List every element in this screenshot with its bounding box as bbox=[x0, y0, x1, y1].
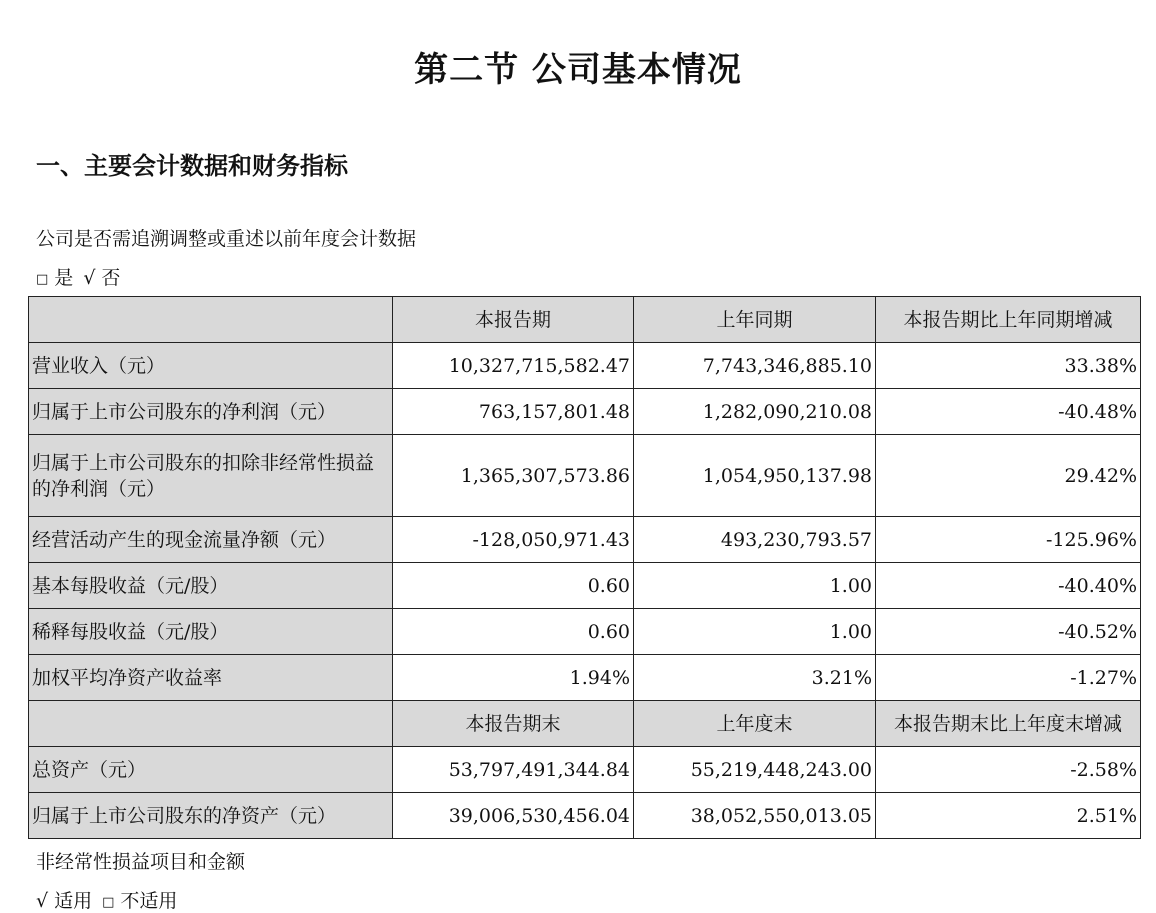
row-label: 经营活动产生的现金流量净额（元） bbox=[29, 517, 393, 563]
table-row bbox=[29, 609, 1141, 655]
prior-value: 55,219,448,243.00 bbox=[634, 747, 876, 793]
table-header-row bbox=[29, 297, 1141, 343]
prior-value: 1,054,950,137.98 bbox=[634, 435, 876, 517]
header-cell: 本报告期 bbox=[393, 297, 634, 343]
checkbox-empty-icon: □ bbox=[36, 272, 49, 287]
row-label: 归属于上市公司股东的净利润（元） bbox=[29, 389, 393, 435]
header-cell bbox=[29, 701, 393, 747]
restatement-options bbox=[36, 263, 120, 290]
current-value: 53,797,491,344.84 bbox=[393, 747, 634, 793]
header-cell bbox=[29, 297, 393, 343]
row-label: 稀释每股收益（元/股） bbox=[29, 609, 393, 655]
table-row bbox=[29, 747, 1141, 793]
change-value: 29.42% bbox=[876, 435, 1141, 517]
current-value: 1.94% bbox=[393, 655, 634, 701]
change-value: -2.58% bbox=[876, 747, 1141, 793]
section-title: 第二节 公司基本情况 bbox=[414, 50, 742, 90]
row-label: 归属于上市公司股东的净资产（元） bbox=[29, 793, 393, 839]
row-label: 总资产（元） bbox=[29, 747, 393, 793]
header-cell: 本报告期末比上年度末增减 bbox=[876, 701, 1141, 747]
prior-value: 7,743,346,885.10 bbox=[634, 343, 876, 389]
restatement-question: 公司是否需追溯调整或重述以前年度会计数据 bbox=[36, 228, 417, 250]
header-cell: 本报告期末 bbox=[393, 701, 634, 747]
header-cell: 本报告期比上年同期增减 bbox=[876, 297, 1141, 343]
applicability-options bbox=[36, 886, 177, 913]
change-value: -125.96% bbox=[876, 517, 1141, 563]
row-label: 基本每股收益（元/股） bbox=[29, 563, 393, 609]
header-cell: 上年同期 bbox=[634, 297, 876, 343]
prior-value: 1.00 bbox=[634, 563, 876, 609]
row-label: 归属于上市公司股东的扣除非经常性损益的净利润（元） bbox=[29, 435, 393, 517]
table-row bbox=[29, 517, 1141, 563]
table-row bbox=[29, 389, 1141, 435]
option-applicable: 适用 bbox=[54, 890, 93, 912]
current-value: 0.60 bbox=[393, 609, 634, 655]
header-cell: 上年度末 bbox=[634, 701, 876, 747]
checkmark-icon: √ bbox=[36, 890, 49, 912]
option-yes: 是 bbox=[54, 267, 74, 289]
change-value: 33.38% bbox=[876, 343, 1141, 389]
table-row bbox=[29, 435, 1141, 517]
row-label: 营业收入（元） bbox=[29, 343, 393, 389]
option-no: 否 bbox=[101, 267, 121, 289]
current-value: 763,157,801.48 bbox=[393, 389, 634, 435]
row-label: 加权平均净资产收益率 bbox=[29, 655, 393, 701]
checkbox-empty-icon: □ bbox=[102, 895, 115, 910]
prior-value: 3.21% bbox=[634, 655, 876, 701]
current-value: 0.60 bbox=[393, 563, 634, 609]
change-value: 2.51% bbox=[876, 793, 1141, 839]
option-not-applicable: 不适用 bbox=[120, 890, 178, 912]
current-value: 39,006,530,456.04 bbox=[393, 793, 634, 839]
table-row bbox=[29, 793, 1141, 839]
checkmark-icon: √ bbox=[83, 267, 96, 289]
table-row bbox=[29, 343, 1141, 389]
current-value: 10,327,715,582.47 bbox=[393, 343, 634, 389]
table-row bbox=[29, 563, 1141, 609]
prior-value: 38,052,550,013.05 bbox=[634, 793, 876, 839]
change-value: -40.40% bbox=[876, 563, 1141, 609]
prior-value: 1.00 bbox=[634, 609, 876, 655]
table-row bbox=[29, 655, 1141, 701]
prior-value: 493,230,793.57 bbox=[634, 517, 876, 563]
current-value: -128,050,971.43 bbox=[393, 517, 634, 563]
change-value: -1.27% bbox=[876, 655, 1141, 701]
nonrecurring-items-note: 非经常性损益项目和金额 bbox=[36, 851, 246, 873]
change-value: -40.48% bbox=[876, 389, 1141, 435]
subsection-heading: 一、主要会计数据和财务指标 bbox=[36, 152, 348, 180]
table-header-row bbox=[29, 701, 1141, 747]
prior-value: 1,282,090,210.08 bbox=[634, 389, 876, 435]
change-value: -40.52% bbox=[876, 609, 1141, 655]
current-value: 1,365,307,573.86 bbox=[393, 435, 634, 517]
financial-indicators-table bbox=[28, 296, 1141, 839]
